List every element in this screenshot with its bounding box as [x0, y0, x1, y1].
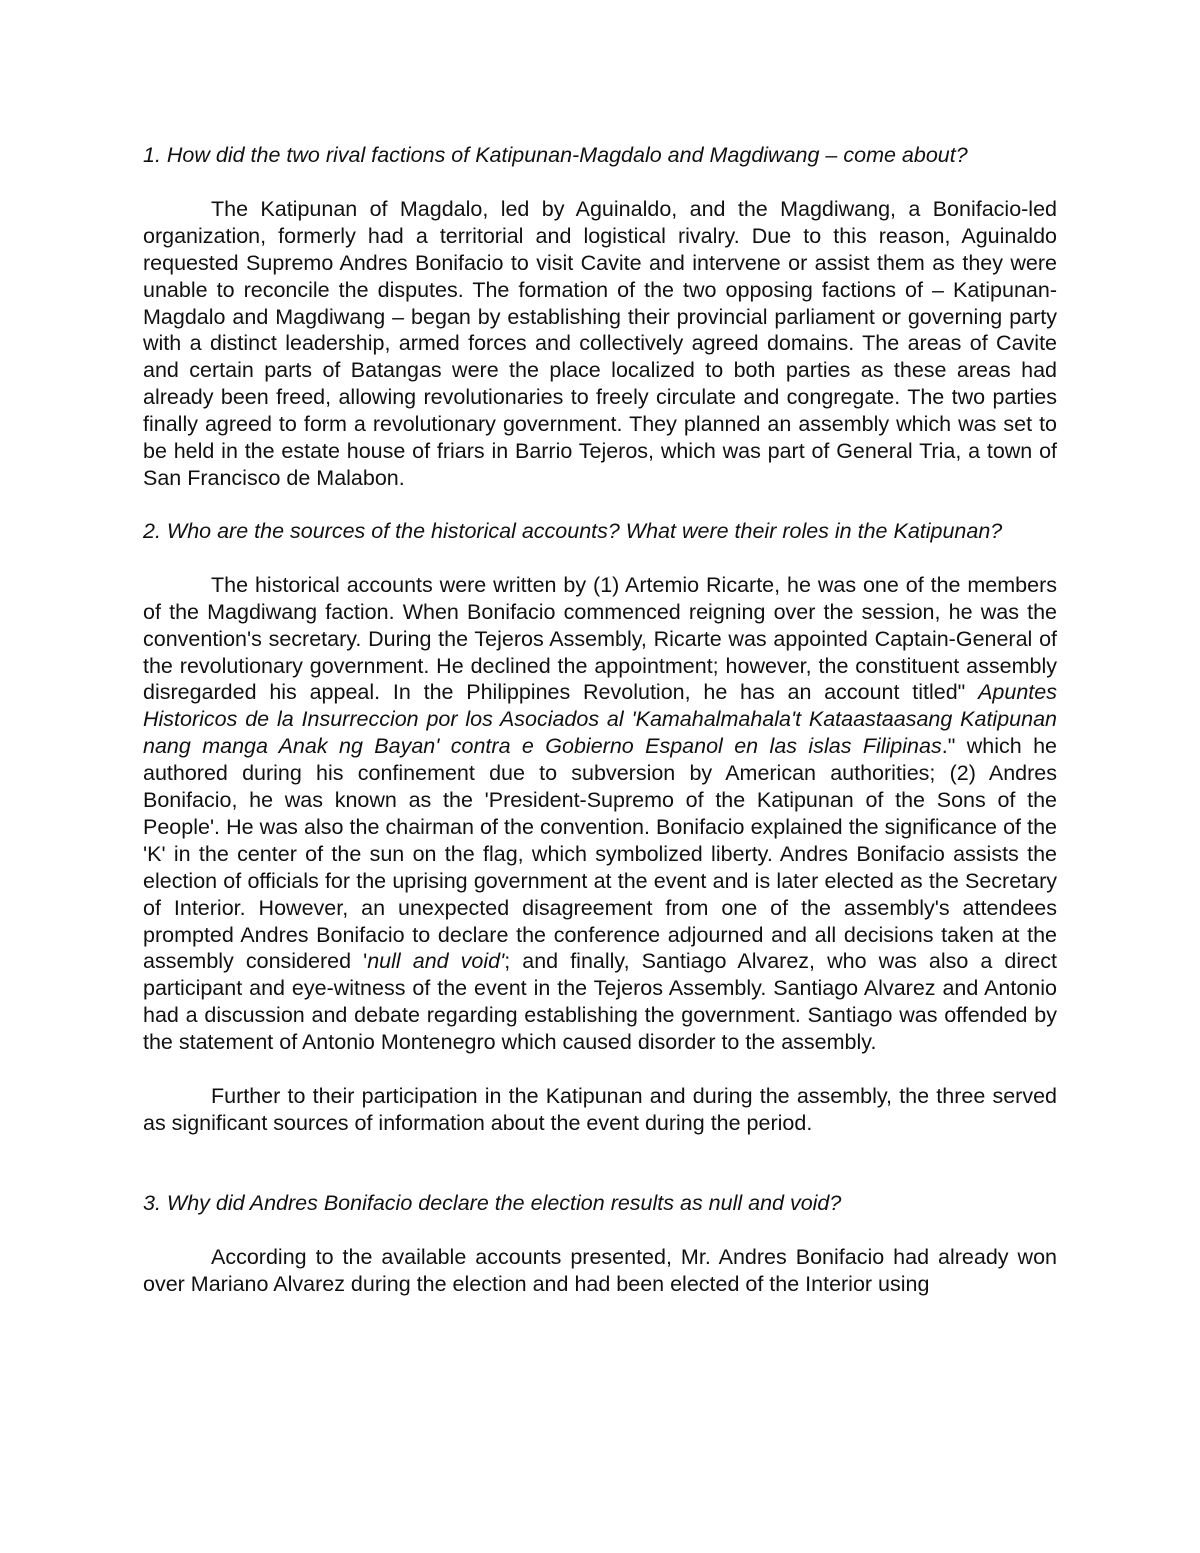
answer-2-null-and-void: null and void' [367, 949, 505, 974]
answer-1-paragraph: The Katipunan of Magdalo, led by Aguinaldo, and the Magdiwang, a Bonifacio-led organization, formerly had a territorial and logistical rivalry. Due to this reason, Aguinaldo requested Supremo Andres Bonifacio to visit Cavite and intervene or assist them as they were unable to reconcile the disputes. The formation of the two opposing factions of – Katipunan- Magdalo and Magdiwang – began by establishing their provincial parliament or governing party with a distinct leadership, armed forces and collectively agreed domains. The areas of Cavite and certain parts of Batangas were the place localized to both parties as these areas had already been freed, allowing revolutionaries to freely circulate and congregate. The two parties finally agreed to form a revolutionary government. They planned an assembly which was set to be held in the estate house of friars in Barrio Tejeros, which was part of General Tria, a town of San Francisco de Malabon. [143, 196, 1057, 490]
answer-2-paragraph [143, 572, 1057, 1056]
question-1: 1. How did the two rival factions of Katipunan-Magdalo and Magdiwang – come about? [143, 143, 968, 167]
answer-2-account-title: Apuntes Historicos de la Insurreccion por los Asociados al 'Kamahalmahala't Kataastaasang Katipunan nang manga Anak ng Bayan' contra e Gobierno Espanol en las islas Filipinas [143, 680, 1057, 759]
question-2: 2. Who are the sources of the historical accounts? What were their roles in the Katipunan? [143, 518, 1003, 543]
answer-2-text-part-1: The historical accounts were written by (1) Artemio Ricarte, he was one of the members of the Magdiwang faction. When Bonifacio commenced reigning over the session, he was the convention's secretary. During the Tejeros Assembly, Ricarte was appointed Captain-General of the revolutionary government. He declined the appointment; however, the constituent assembly disregarded his appeal. In the Philippines Revolution, he has an account titled" [143, 572, 1057, 705]
answer-2-text-part-2: ." which he authored during his confinement due to subversion by American authorities; (2) Andres Bonifacio, he was known as the 'President-Supremo of the Katipunan of the Sons of the People'. He was also the chairman of the convention. Bonifacio explained the significance of the 'K' in the center of the sun on the flag, which symbolized liberty. Andres Bonifacio assists the election of officials for the uprising government at the event and is later elected as the Secretary of Interior. However, an unexpected disagreement from one of the assembly's attendees prompted Andres Bonifacio to declare the conference adjourned and all decisions taken at the assembly considered ' [143, 734, 1058, 974]
question-3: 3. Why did Andres Bonifacio declare the election results as null and void? [143, 1190, 842, 1215]
answer-2-closing-paragraph: Further to their participation in the Katipunan and during the assembly, the three served as significant sources of information about the event during the period. [143, 1084, 1057, 1135]
answer-2-text-part-3: ; and finally, Santiago Alvarez, who was also a direct participant and eye-witness of the event in the Tejeros Assembly. Santiago Alvarez and Antonio had a discussion and debate regarding establishing the government. Santiago was offended by the statement of Antonio Montenegro which caused disorder to the assembly. [143, 949, 1057, 1055]
document-page [143, 142, 1057, 1298]
answer-3-paragraph: According to the available accounts presented, Mr. Andres Bonifacio had already won over Mariano Alvarez during the election and had been elected of the Interior using [143, 1244, 1057, 1296]
